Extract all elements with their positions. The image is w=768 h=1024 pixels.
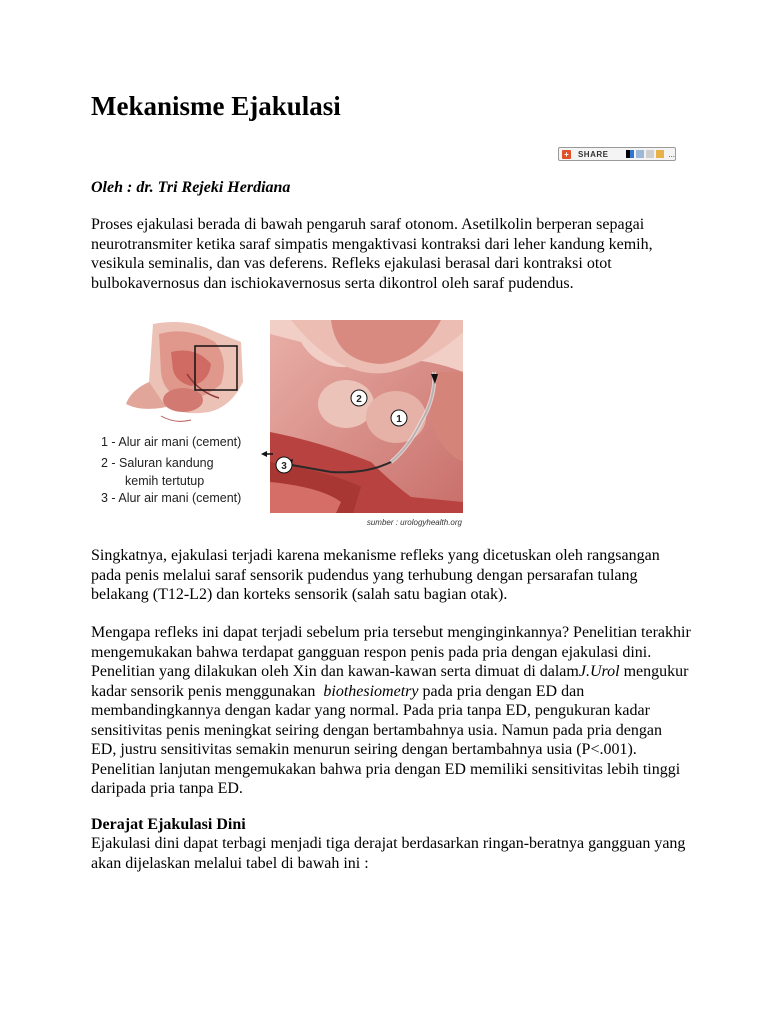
- marker-2: 2: [356, 394, 362, 405]
- marker-3: 3: [281, 461, 287, 472]
- paragraph-derajat: Ejakulasi dini dapat terbagi menjadi tiga derajat berdasarkan ringan-beratnya gangguan yang akan dijelaskan melalui tabel di bawah ini :: [91, 835, 686, 872]
- paragraph-summary: Singkatnya, ejakulasi terjadi karena mekanisme refleks yang dicetuskan oleh rangsangan pada penis melalui saraf sensorik pudendus yang terhubung dengan persarafan tulang belakang (T12-L2) dan korteks sensorik (salah satu bagian otak).: [91, 547, 660, 603]
- author-line: Oleh : dr. Tri Rejeki Herdiana: [91, 179, 291, 196]
- ejaculation-anatomy-figure: [91, 312, 466, 530]
- paragraph-intro: Proses ejakulasi berada di bawah pengaruh saraf otonom. Asetilkolin berperan sepagai neurotransmiter ketika saraf simpatis mengaktivasi kontraksi dari leher kandung kemih, vesikula seminalis, dan vas deferens. Refleks ejakulasi berasal dari kontraksi otot bulbokavernosus dan ischiokavernosus serta dikontrol oleh saraf pudendus.: [91, 216, 653, 292]
- stumbleupon-icon: [656, 150, 664, 158]
- legend-item-1: 1 - Alur air mani (cement): [101, 435, 242, 449]
- paragraph-research-part1: Mengapa refleks ini dapat terjadi sebelum pria tersebut menginginkannya? Penelitian terakhir mengemukakan bahwa terdapat gangguan respon penis pada pria dengan ejakulasi dini. Penelitian yang dilakukan oleh Xin dan kawan-kawan serta dimuat di dalam: [91, 624, 691, 680]
- paragraph-research: [91, 623, 691, 799]
- legend-item-3: 3 - Alur air mani (cement): [101, 491, 242, 505]
- journal-name: J.Urol: [578, 663, 620, 680]
- prostate-detail-panel: [270, 320, 463, 513]
- legend-item-2-cont: kemih tertutup: [125, 474, 205, 488]
- paragraph-research-part3: pada pria dengan ED dan membandingkannya dengan kadar yang normal. Pada pria tanpa ED, pengukuran kadar sensitivitas penis meningkat seiring dengan bertambahnya usia. Namun pada pria dengan ED, justru sensitivitas semakin menurun seiring dengan bertambahnya usia (P<.001). Penelitian lanjutan mengemukakan bahwa pria dengan ED memiliki sensitivitas lebih tinggi daripada pria tanpa ED.: [91, 682, 681, 797]
- paragraph-research-part2: mengukur kadar sensorik penis menggunakan: [91, 663, 693, 700]
- method-name: biothesiometry: [323, 682, 419, 700]
- digg-icon: [636, 150, 644, 158]
- body-section-thumbnail: [126, 322, 243, 421]
- share-button[interactable]: [558, 147, 676, 161]
- legend-item-2: 2 - Saluran kandung: [101, 456, 214, 470]
- section-heading-derajat: Derajat Ejakulasi Dini: [91, 816, 246, 833]
- delicious-icon: [626, 150, 634, 158]
- share-more: ...: [668, 149, 676, 159]
- page-title: Mekanisme Ejakulasi: [91, 91, 341, 121]
- reddit-icon: [646, 150, 654, 158]
- share-label: SHARE: [577, 149, 609, 159]
- plus-icon: +: [562, 150, 571, 159]
- marker-1: 1: [396, 414, 402, 425]
- figure-source: sumber : urologyhealth.org: [366, 518, 462, 527]
